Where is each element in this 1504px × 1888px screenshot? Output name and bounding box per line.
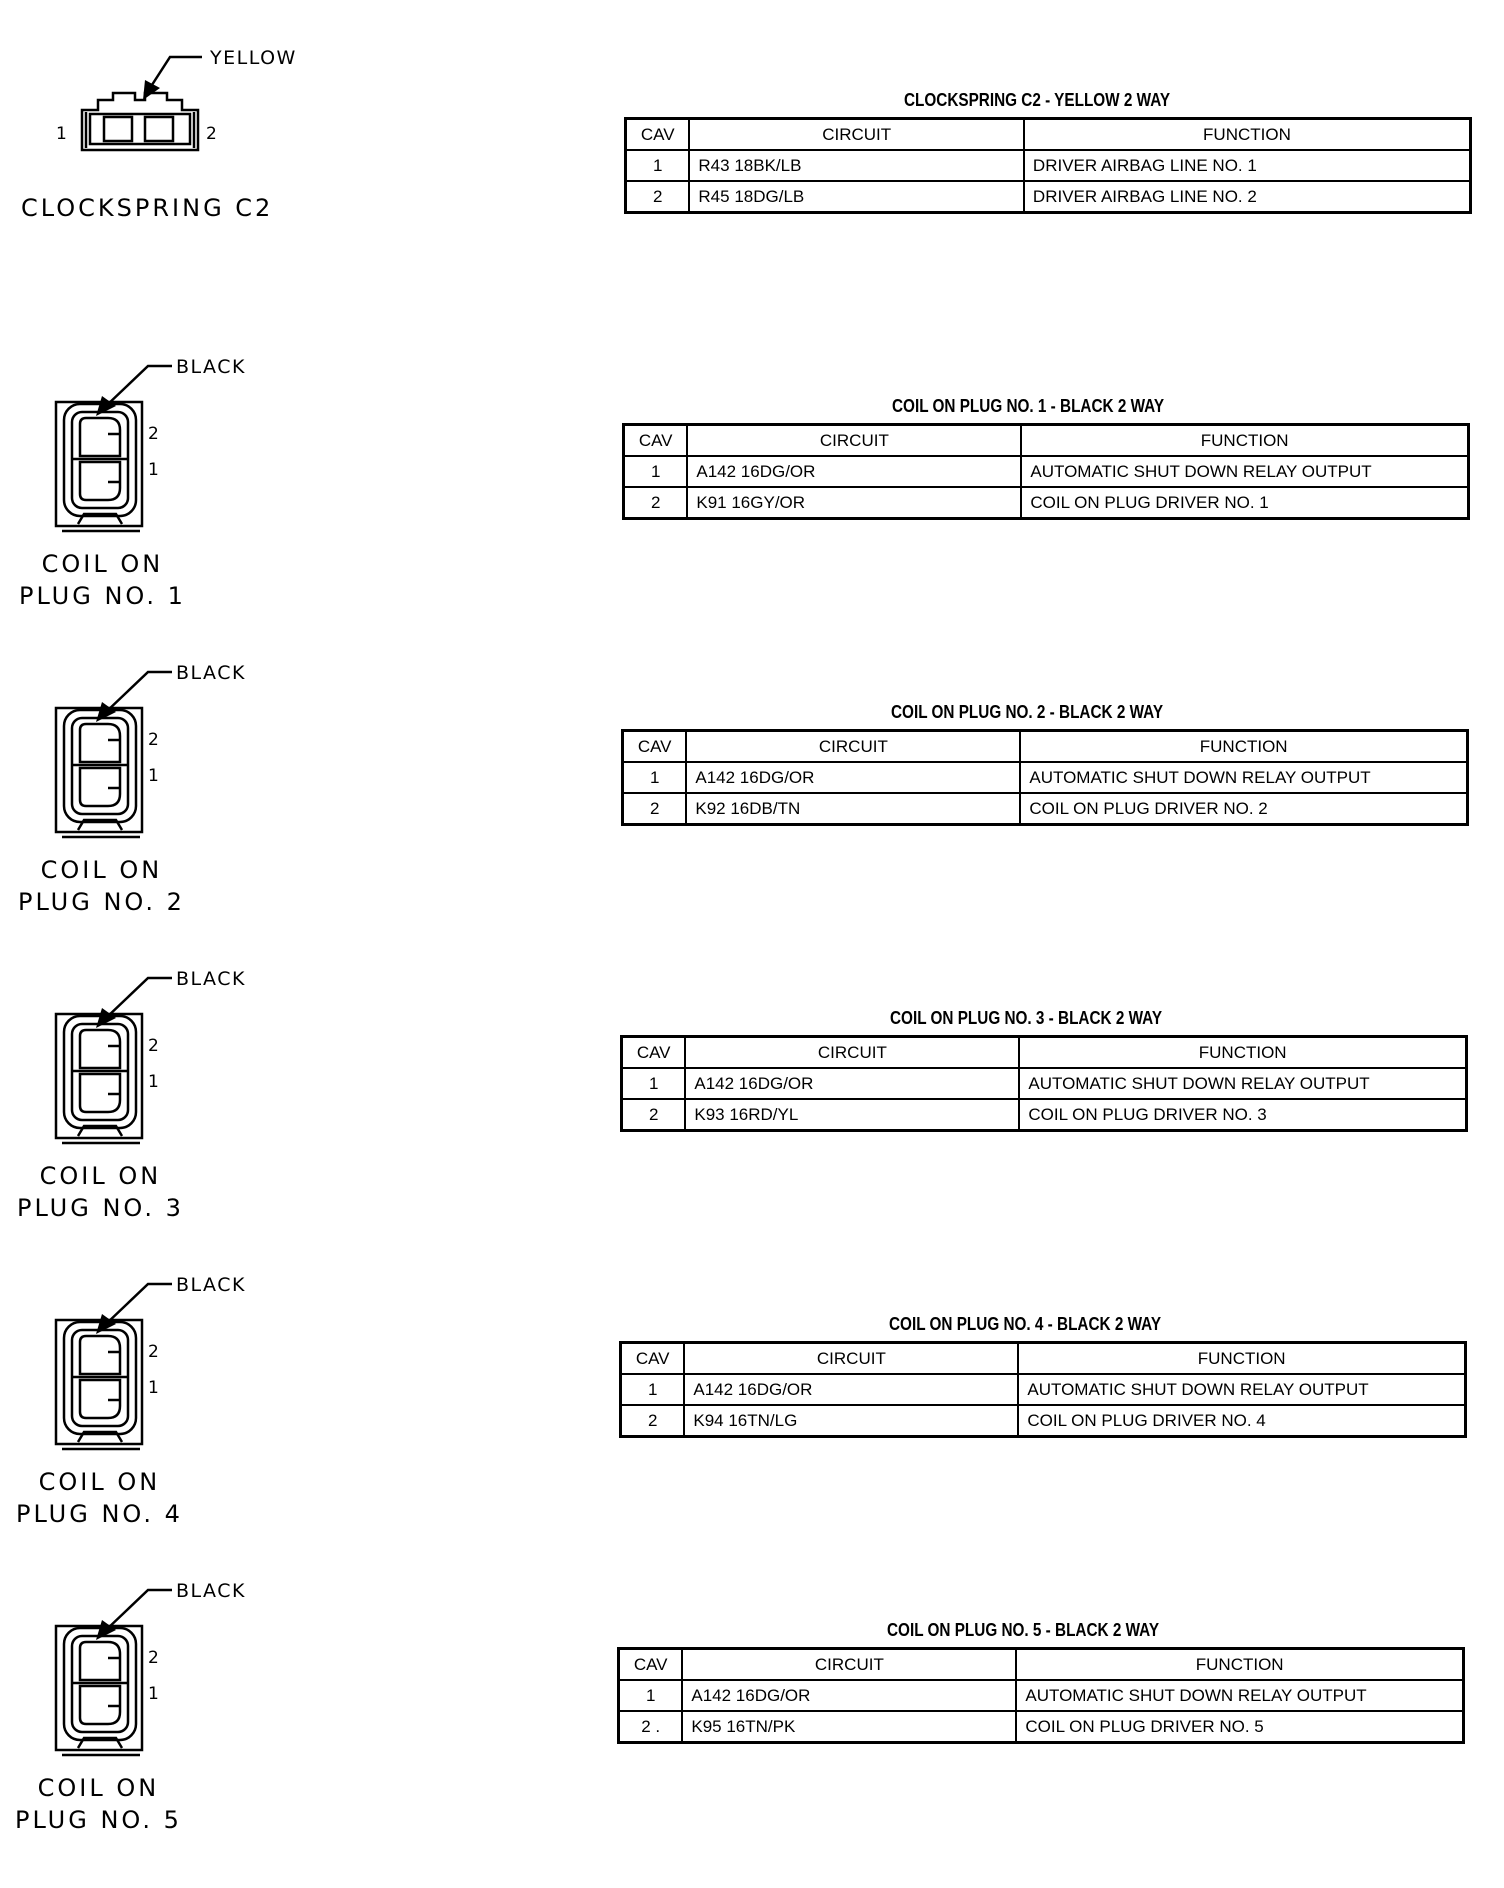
- pinout-table: [622, 423, 1470, 520]
- pinout-column-header: CIRCUIT: [687, 425, 1021, 457]
- connector-name: [17, 1160, 184, 1224]
- connector-diagram: [0, 1224, 300, 1528]
- pinout-table-title: COIL ON PLUG NO. 1 - BLACK 2 WAY: [892, 396, 1165, 416]
- connector-color-label: BLACK: [176, 968, 246, 990]
- connector-name: [18, 854, 185, 918]
- pinout-table-row: [623, 762, 1468, 793]
- connector-section: [0, 306, 1504, 612]
- pinout-column-header: CIRCUIT: [686, 731, 1020, 763]
- connector-name-line: COIL ON: [38, 1468, 161, 1496]
- connector-face-drawing: [0, 0, 300, 300]
- connector-section: [0, 1224, 1504, 1530]
- pinout-table-header-row: [623, 731, 1468, 763]
- pin-number-label: 2: [148, 730, 159, 750]
- circuit-cell: A142 16DG/OR: [686, 762, 1020, 793]
- pinout-column-header: FUNCTION: [1016, 1649, 1463, 1681]
- pinout-table-row: [624, 456, 1469, 487]
- coil-on-plug-connector-icon: [56, 1320, 142, 1449]
- pinout-table-title: CLOCKSPRING C2 - YELLOW 2 WAY: [904, 90, 1171, 110]
- connector-diagram: [0, 306, 300, 610]
- connector-section: [0, 918, 1504, 1224]
- circuit-cell: R43 18BK/LB: [689, 150, 1024, 181]
- pin-number-label: 1: [148, 766, 159, 786]
- pinout-table-title: COIL ON PLUG NO. 4 - BLACK 2 WAY: [889, 1314, 1162, 1334]
- connector-name-line: COIL ON: [41, 550, 164, 578]
- color-leader-arrow-icon: [96, 672, 172, 722]
- pin-number-label: 1: [148, 1072, 159, 1092]
- function-cell: DRIVER AIRBAG LINE NO. 2: [1024, 181, 1471, 213]
- pinout-table-row: [619, 1711, 1464, 1743]
- circuit-cell: A142 16DG/OR: [687, 456, 1021, 487]
- connector-diagram: [0, 612, 300, 916]
- connector-color-label: YELLOW: [210, 47, 297, 69]
- color-leader-arrow-icon: [96, 1284, 172, 1334]
- function-cell: COIL ON PLUG DRIVER NO. 2: [1020, 793, 1467, 825]
- pinout-column-header: FUNCTION: [1021, 425, 1468, 457]
- connector-color-label: BLACK: [176, 356, 246, 378]
- pinout-table: [621, 729, 1469, 826]
- connector-name: [21, 192, 273, 224]
- pinout-table-header-row: [619, 1649, 1464, 1681]
- function-cell: AUTOMATIC SHUT DOWN RELAY OUTPUT: [1020, 762, 1467, 793]
- connector-name-line: PLUG NO. 5: [15, 1806, 182, 1834]
- pinout-column-header: CIRCUIT: [682, 1649, 1016, 1681]
- connector-name-line: COIL ON: [37, 1774, 160, 1802]
- cavity-cell: 1: [624, 456, 688, 487]
- connector-name-line: COIL ON: [40, 856, 163, 884]
- circuit-cell: K94 16TN/LG: [684, 1405, 1018, 1437]
- connector-section: [0, 1530, 1504, 1836]
- pinout-table-title: COIL ON PLUG NO. 3 - BLACK 2 WAY: [890, 1008, 1163, 1028]
- connector-color-label: BLACK: [176, 662, 246, 684]
- pinout-table: [619, 1341, 1467, 1438]
- pinout-table-title: COIL ON PLUG NO. 5 - BLACK 2 WAY: [887, 1620, 1160, 1640]
- cavity-cell: 1: [626, 150, 690, 181]
- function-cell: AUTOMATIC SHUT DOWN RELAY OUTPUT: [1019, 1068, 1466, 1099]
- pin-number-label: 1: [148, 1684, 159, 1704]
- coil-on-plug-connector-icon: [56, 402, 142, 531]
- cavity-cell: 1: [623, 762, 687, 793]
- color-leader-arrow-icon: [143, 57, 202, 100]
- pinout-table-row: [622, 1099, 1467, 1131]
- connector-name: [16, 1466, 183, 1530]
- connector-name-line: PLUG NO. 3: [17, 1194, 184, 1222]
- pinout-table: [624, 117, 1472, 214]
- cavity-cell: 1: [619, 1680, 683, 1711]
- circuit-cell: K92 16DB/TN: [686, 793, 1020, 825]
- connector-diagram: [0, 1530, 300, 1834]
- clockspring-connector-icon: [82, 93, 198, 150]
- coil-on-plug-connector-icon: [56, 1014, 142, 1143]
- pinout-table-header-row: [624, 425, 1469, 457]
- pin-number-label: 2: [148, 424, 159, 444]
- connector-name-line: PLUG NO. 1: [19, 582, 186, 610]
- function-cell: AUTOMATIC SHUT DOWN RELAY OUTPUT: [1018, 1374, 1465, 1405]
- connector-name-line: CLOCKSPRING C2: [21, 194, 274, 222]
- pinout-table: [620, 1035, 1468, 1132]
- pinout-table-row: [626, 150, 1471, 181]
- connector-diagram: [0, 918, 300, 1222]
- circuit-cell: R45 18DG/LB: [689, 181, 1024, 213]
- pinout-table-row: [621, 1405, 1466, 1437]
- pinout-column-header: CAV: [622, 1037, 686, 1069]
- cavity-cell: 1: [621, 1374, 685, 1405]
- pin-number-label: 1: [148, 460, 159, 480]
- pinout-table: [617, 1647, 1465, 1744]
- connector-section: [0, 612, 1504, 918]
- pinout-table-row: [626, 181, 1471, 213]
- circuit-cell: A142 16DG/OR: [684, 1374, 1018, 1405]
- function-cell: DRIVER AIRBAG LINE NO. 1: [1024, 150, 1471, 181]
- circuit-cell: K91 16GY/OR: [687, 487, 1021, 519]
- cavity-cell: 2 .: [619, 1711, 683, 1743]
- pin-number-label: 2: [148, 1036, 159, 1056]
- pinout-column-header: CAV: [621, 1343, 685, 1375]
- pinout-column-header: FUNCTION: [1024, 119, 1471, 151]
- function-cell: AUTOMATIC SHUT DOWN RELAY OUTPUT: [1021, 456, 1468, 487]
- circuit-cell: K95 16TN/PK: [682, 1711, 1016, 1743]
- pinout-column-header: CIRCUIT: [685, 1037, 1019, 1069]
- cavity-cell: 2: [621, 1405, 685, 1437]
- coil-on-plug-connector-icon: [56, 1626, 142, 1755]
- connector-color-label: BLACK: [176, 1580, 246, 1602]
- pinout-column-header: FUNCTION: [1020, 731, 1467, 763]
- pinout-table-row: [624, 487, 1469, 519]
- circuit-cell: K93 16RD/YL: [685, 1099, 1019, 1131]
- pinout-table-row: [621, 1374, 1466, 1405]
- pinout-table-header-row: [626, 119, 1471, 151]
- pinout-column-header: CAV: [626, 119, 690, 151]
- function-cell: COIL ON PLUG DRIVER NO. 3: [1019, 1099, 1466, 1131]
- pin-number-label: 1: [56, 124, 67, 144]
- pinout-table-title: COIL ON PLUG NO. 2 - BLACK 2 WAY: [891, 702, 1164, 722]
- pinout-column-header: CIRCUIT: [689, 119, 1024, 151]
- coil-on-plug-connector-icon: [56, 708, 142, 837]
- connector-name-line: PLUG NO. 4: [16, 1500, 183, 1528]
- connector-name-line: PLUG NO. 2: [18, 888, 185, 916]
- color-leader-arrow-icon: [96, 1590, 172, 1640]
- pin-number-label: 2: [148, 1342, 159, 1362]
- cavity-cell: 2: [622, 1099, 686, 1131]
- cavity-cell: 2: [623, 793, 687, 825]
- color-leader-arrow-icon: [96, 978, 172, 1028]
- pinout-table-header-row: [622, 1037, 1467, 1069]
- connector-name: [15, 1772, 182, 1836]
- pinout-column-header: FUNCTION: [1019, 1037, 1466, 1069]
- connector-section: [0, 0, 1504, 306]
- pin-number-label: 2: [206, 124, 217, 144]
- pin-number-label: 1: [148, 1378, 159, 1398]
- function-cell: COIL ON PLUG DRIVER NO. 4: [1018, 1405, 1465, 1437]
- circuit-cell: A142 16DG/OR: [685, 1068, 1019, 1099]
- pinout-table-header-row: [621, 1343, 1466, 1375]
- pinout-column-header: CAV: [624, 425, 688, 457]
- function-cell: AUTOMATIC SHUT DOWN RELAY OUTPUT: [1016, 1680, 1463, 1711]
- pinout-table-row: [622, 1068, 1467, 1099]
- color-leader-arrow-icon: [96, 366, 172, 416]
- connector-diagram: [0, 0, 300, 300]
- pin-number-label: 2: [148, 1648, 159, 1668]
- connector-color-label: BLACK: [176, 1274, 246, 1296]
- cavity-cell: 1: [622, 1068, 686, 1099]
- connector-name: [19, 548, 186, 612]
- circuit-cell: A142 16DG/OR: [682, 1680, 1016, 1711]
- cavity-cell: 2: [626, 181, 690, 213]
- pinout-table-row: [619, 1680, 1464, 1711]
- pinout-column-header: CAV: [619, 1649, 683, 1681]
- pinout-table-row: [623, 793, 1468, 825]
- connector-name-line: COIL ON: [39, 1162, 162, 1190]
- pinout-column-header: CAV: [623, 731, 687, 763]
- cavity-cell: 2: [624, 487, 688, 519]
- function-cell: COIL ON PLUG DRIVER NO. 1: [1021, 487, 1468, 519]
- function-cell: COIL ON PLUG DRIVER NO. 5: [1016, 1711, 1463, 1743]
- pinout-column-header: CIRCUIT: [684, 1343, 1018, 1375]
- pinout-column-header: FUNCTION: [1018, 1343, 1465, 1375]
